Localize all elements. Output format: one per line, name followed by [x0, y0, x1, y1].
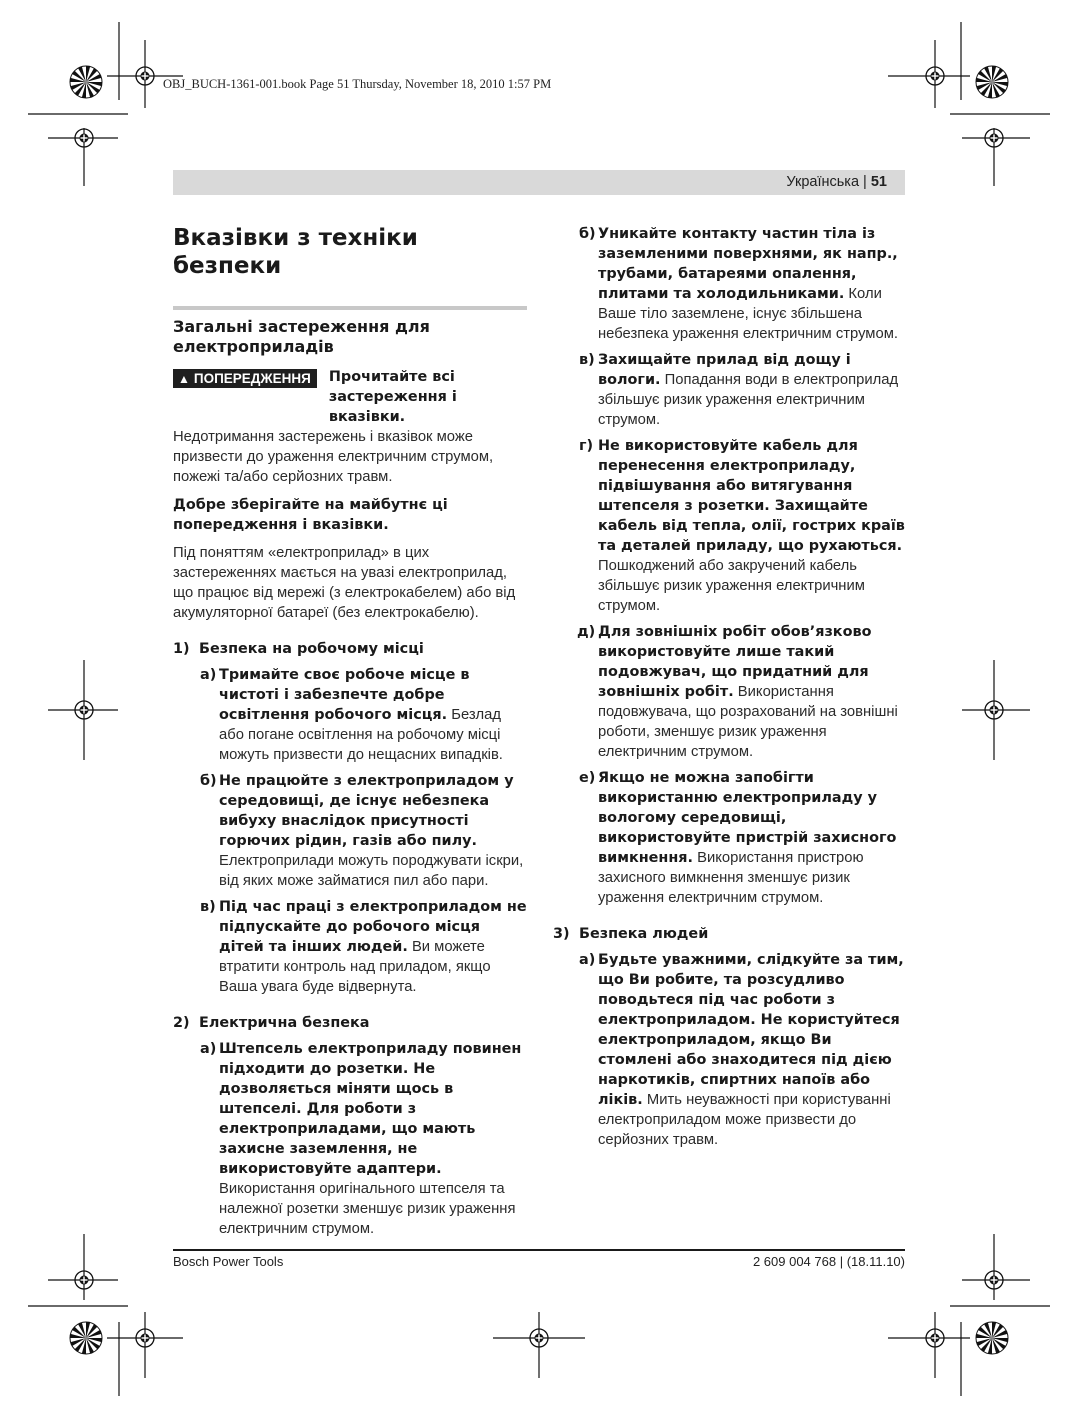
language-bar: Українська | 51	[173, 170, 905, 195]
list-item: в) Захищайте прилад від дощу і вологи. Попадання води в електроприлад збільшує ризик ураження електричним струмом.	[579, 352, 899, 428]
page-title: Вказівки з техніки безпеки	[173, 225, 418, 279]
print-job-header: OBJ_BUCH-1361-001.book Page 51 Thursday, November 18, 2010 1:57 PM	[163, 77, 552, 91]
section-rule	[173, 306, 527, 310]
section-heading: 3) Безпека людей	[553, 926, 709, 942]
list-item: а) Штепсель електроприладу повинен підходити до розетки. Не дозволяється міняти щось в штепселі. Для роботи з електроприладами, що мають захисне заземлення, не використовуйте адаптери. Використання оригінального штепселя та належної розетки зменшує ризик ураження електричним струмом.	[200, 1041, 522, 1237]
left-column	[173, 224, 527, 1245]
subtitle: Загальні застереження для електроприладів	[173, 317, 430, 356]
warning-triangle-icon: ▲	[178, 372, 190, 386]
language-label: Українська	[786, 174, 860, 190]
list-item: б) Не працюйте з електроприладом у середовищі, де існує небезпека вибуху внаслідок присутності горючих рідин, газів або пилу. Електроприлади можуть породжувати іскри, від яких може займатися пил або пари.	[200, 773, 524, 889]
right-column	[553, 224, 905, 1156]
warning-badge-label: ПОПЕРЕДЖЕННЯ	[193, 371, 311, 386]
list-item: в) Під час праці з електроприладом не підпускайте до робочого місця дітей та інших людей. Ви можете втратити контроль над приладом, якщо Ваша увага буде відвернута.	[200, 899, 527, 995]
footer-brand: Bosch Power Tools	[173, 1254, 284, 1269]
section-heading: 2) Електрична безпека	[173, 1015, 370, 1031]
list-item: а) Тримайте своє робоче місце в чистоті і забезпечте добре освітлення робочого місця. Безлад або погане освітлення на робочому місці можуть призвести до нещасних випадків.	[200, 667, 503, 763]
warning-block	[173, 367, 527, 427]
list-item: г) Не використовуйте кабель для перенесення електроприладу, підвішування або витягування штепселя з розетки. Захищайте кабель від тепла, олії, гострих країв та деталей приладу, що рухаються. Пошкоджений або закручений кабель збільшує ризик ураження електричним струмом.	[579, 438, 905, 614]
list-item: а) Будьте уважними, слідкуйте за тим, що Ви робите, та розсудливо поводьтеся під час роботи з електроприладом. Не користуйтеся електроприладом, якщо Ви стомлені або знаходитеся під дією наркотиків, спиртних напоїв або ліків. Мить неуважності при користуванні електроприладом може призвести до серйозних травм.	[579, 952, 904, 1148]
footer-rule	[173, 1249, 905, 1251]
warning-lead: Прочитайте всі застереження і вказівки.	[328, 369, 457, 425]
page-number: 51	[870, 174, 887, 190]
list-item: б) Уникайте контакту частин тіла із заземленими поверхнями, як напр., трубами, батареями опалення, плитами та холодильниками. Коли Ваше тіло заземлене, існує збільшена небезпека ураження електричним струмом.	[579, 226, 898, 342]
definition-text: Під поняттям «електроприлад» в цих застереженнях мається на увазі електроприлад, що працює від мережі (з електрокабелем) або від акумуляторної батареї (без електрокабелю).	[173, 545, 516, 621]
keep-notice: Добре зберігайте на майбутнє ці попередження і вказівки.	[173, 497, 448, 533]
section-heading: 1) Безпека на робочому місці	[173, 641, 424, 657]
footer-doc-number: 2 609 004 768 | (18.11.10)	[752, 1254, 905, 1269]
list-item: д) Для зовнішніх робіт обов’язково використовуйте лише такий подовжувач, що придатний для зовнішніх робіт. Використання подовжувача, що розрахований на зовнішні роботи, зменшує ризик ураження електричним струмом.	[577, 624, 898, 760]
warning-badge	[173, 369, 317, 388]
warning-text: Недотримання застережень і вказівок може призвести до ураження електричним струмом, пожежі та/або серйозних травм.	[173, 429, 494, 485]
list-item: е) Якщо не можна запобігти використанню електроприладу у вологому середовищі, використовуйте пристрій захисного вимкнення. Використання пристрою захисного вимкнення зменшує ризик ураження електричним струмом.	[579, 770, 897, 906]
